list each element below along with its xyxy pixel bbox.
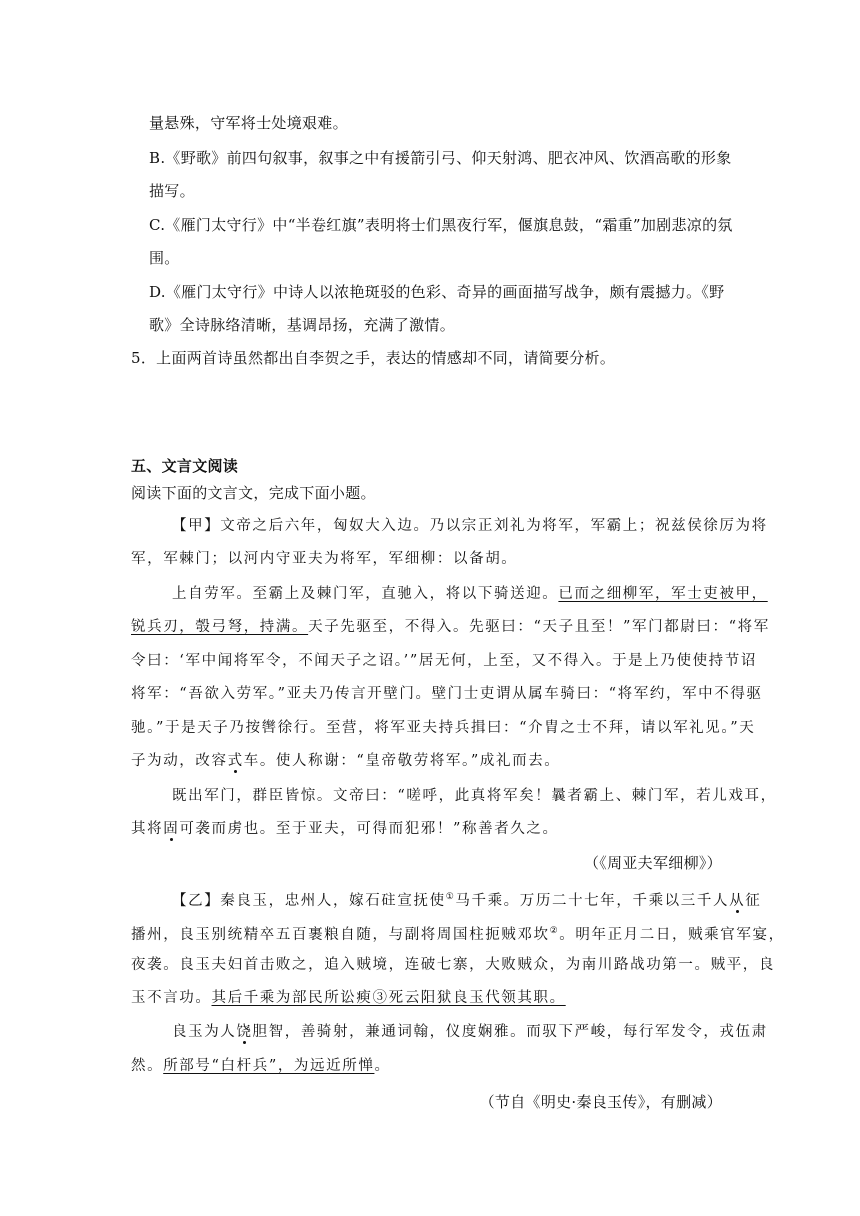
section-title: 五、文言文阅读 [131,457,239,475]
yi-p2-line1-text-a: 良玉为人 [172,1024,237,1040]
jia-p2-line6-text-a: 子为动，改容 [131,753,228,769]
jia-p2-line2 [131,616,770,638]
dotted-char-rao: 饶 [236,1024,253,1040]
yi-p1-line2 [131,920,785,946]
jia-p2-line1 [172,583,768,605]
q4-option-d-line2: 歌》全诗脉络清晰，基调昂扬，充满了激情。 [149,316,456,334]
dotted-char-gu: 固 [163,821,180,837]
jia-p1-line1: 【甲】文帝之后六年，匈奴大入边。乃以宗正刘礼为将军，军霸上；祝兹侯徐厉为将 [172,518,768,534]
jia-p3-line2-text-a: 其将 [131,821,164,837]
q4-option-d-line1: D.《雁门太守行》中诗人以浓艳斑驳的色彩、奇异的画面描写战争，颇有震撼力。《野 [149,283,725,301]
yi-p2-line2 [131,1055,391,1077]
footnote-marker-1: ① [445,892,456,902]
yi-source: （节自《明史·秦良玉传》，有删减） [479,1093,722,1111]
q4-option-c-line1: C.《雁门太守行》中“半卷红旗”表明将士们黑夜行军，偃旗息鼓，“霜重”加剧悲凉的氛 [149,216,733,234]
jia-source: （《周亚夫军细柳》） [583,854,722,872]
yi-p2-line2-text-a: 然。 [131,1058,164,1074]
jia-p3-line2 [131,818,559,840]
yi-p1-line2-text-a: 播州，良玉别统精卒五百裹粮自随，与副将周国柱扼贼邓坎 [131,926,550,943]
jia-underlined-sentence-part2: 锐兵刃，彀弓弩，持满。 [131,619,309,635]
q4-option-c-line2: 围。 [149,249,180,267]
yi-p2-line2-text-b: 。 [374,1058,391,1074]
yi-p1-line1-text-a: 【乙】秦良玉，忠州人，嫁石砫宣抚使 [172,892,446,909]
footnote-marker-2: ② [549,926,560,936]
jia-p3-line1: 既出军门，群臣皆惊。文帝曰：“嗟呼，此真将军矣！曩者霸上、棘门军，若儿戏耳， [172,788,777,804]
yi-p2-line1 [172,1021,768,1043]
yi-p1-line1-text-c: 征 [745,892,762,909]
jia-p2-line2-text: 天子先驱至，不得入。先驱曰：“天子且至！”军门都尉曰：“将军 [308,619,770,635]
jia-p3-line2-text-b: 可袭而虏也。至于亚夫，可得而犯邪！”称善者久之。 [179,821,559,837]
yi-p2-line1-text-b: 胆智，善骑射，兼通词翰，仪度娴雅。而驭下严峻，每行军发令，戎伍肃 [252,1024,768,1040]
jia-p2-line3: 令曰：‘军中闻将军令，不闻天子之诏。’”居无何，上至，又不得入。于是上乃使使持节诏 [131,653,757,669]
section-instruction: 阅读下面的文言文，完成下面小题。 [131,484,376,502]
jia-p2-line1-text: 上自劳军。至霸上及棘门军，直驰入，将以下骑送迎。 [172,586,559,602]
q4-option-b-line2: 描写。 [149,182,195,200]
q4-option-a-continuation: 量悬殊，守军将士处境艰难。 [149,114,348,132]
yi-underlined-sentence-1: 其后千乘为部民所讼瘐③死云阳狱良玉代领其职。 [211,990,566,1006]
jia-p2-line6 [131,750,560,772]
jia-p2-line5: 驰。”于是天子乃按辔徐行。至营，将军亚夫持兵揖曰：“介胄之士不拜，请以军礼见。”天 [131,720,756,736]
q4-option-b-line1: B.《野歌》前四句叙事，叙事之中有援箭引弓、仰天射鸿、肥衣冲风、饮酒高歌的形象 [149,149,732,167]
question-5: 5．上面两首诗虽然都出自李贺之手，表达的情感却不同，请简要分析。 [131,349,616,367]
dotted-char-cong: 从 [729,892,746,909]
yi-p1-line1-text-b: 马千乘。万历二十七年，千乘以三千人 [455,892,730,909]
yi-underlined-sentence-2: 所部号“白杆兵”，为远近所惮 [163,1058,375,1074]
jia-underlined-sentence-part1: 已而之细柳军，军士吏被甲， [558,586,768,602]
yi-p1-line4-text: 玉不言功。 [131,990,212,1006]
dotted-char-shi: 式 [227,753,244,769]
yi-p1-line2-text-b: 。明年正月二日，贼乘官军宴， [559,926,785,943]
jia-p2-line6-text-b: 车。使人称谢：“皇帝敬劳将军。”成礼而去。 [243,753,561,769]
jia-p2-line4: 将军：“吾欲入劳军。”亚夫乃传言开壁门。壁门士吏谓从属车骑曰：“将军约，军中不得驱 [131,686,763,702]
yi-p1-line4 [131,987,566,1009]
jia-p1-line2: 军，军棘门；以河内守亚夫为将军，军细柳：以备胡。 [131,551,518,567]
yi-p1-line1 [172,886,761,912]
yi-p1-line3: 夜袭。良玉夫妇首击败之，追入贼境，连破七寨，大败贼众，为南川路战功第一。贼平，良 [131,957,775,973]
